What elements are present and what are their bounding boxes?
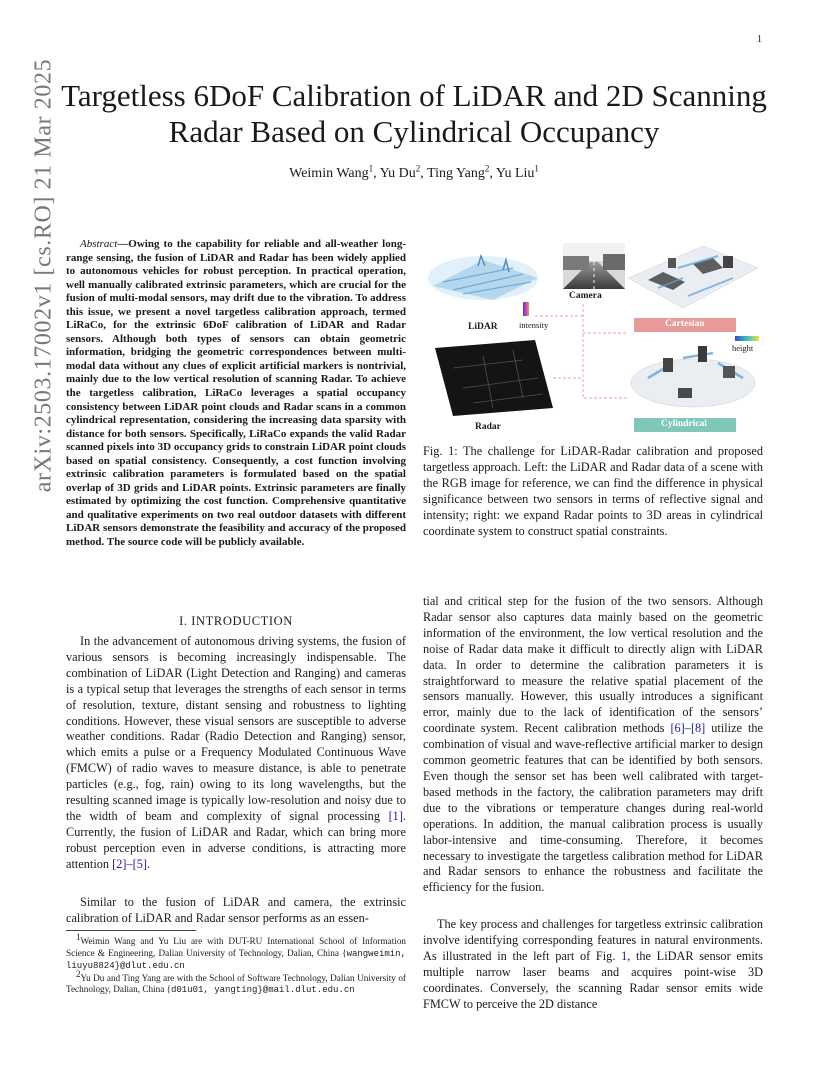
paragraph-text: – <box>126 856 133 871</box>
body-paragraph <box>423 594 763 896</box>
paragraph-text: The key process and challenges for targetless extrinsic calibration involve identifying corresponding features in natural environments. As illustrated in the left part of Fig. <box>423 917 763 963</box>
citation-link[interactable]: [8] <box>690 721 706 736</box>
abstract <box>66 238 406 550</box>
intro-paragraph <box>66 634 406 873</box>
figure-1 <box>423 238 763 438</box>
footnote-mark: 2 <box>76 968 81 979</box>
section-heading-introduction: I. INTRODUCTION <box>179 614 293 628</box>
arxiv-id: arXiv:2503.17002v1 [cs.RO] 21 Mar 2025 <box>30 58 57 493</box>
author-list: Weimin Wang$^1$, Yu Du$^2$, Ting Yang$^2$, Yu Liu$^1$ <box>289 163 539 181</box>
lidar-point-cloud <box>428 256 538 300</box>
page-number: 1 <box>757 34 762 45</box>
citation-link[interactable]: [5] <box>132 856 147 871</box>
figure-label-intensity: intensity <box>519 320 549 330</box>
figure-label-cartesian: Cartesian <box>665 319 705 329</box>
citation-link[interactable]: [6] <box>670 721 685 736</box>
figure-caption: Fig. 1: The challenge for LiDAR-Radar calibration and proposed targetless approach. Left: the LiDAR and Radar data of a scene with the RGB image for reference, we can find the difference in physical significance between two sensors in terms of reflective signal and intensity; right: we expand Radar points to 3D areas in cylindrical coordinate system to construct spatial constraints. <box>423 444 763 538</box>
author-name: Yu Du <box>379 166 416 181</box>
radar-scan-image <box>435 340 553 416</box>
figure-label-radar: Radar <box>475 422 501 432</box>
figure-label-height: height <box>732 343 754 353</box>
abstract-label: Abstract <box>80 238 118 250</box>
affiliation-mark: 1 <box>368 163 374 174</box>
paragraph-text: Similar to the fusion of LiDAR and camera, the extrinsic calibration of LiDAR and Radar sensor performs as an essen- <box>66 895 406 925</box>
figure-label-camera: Camera <box>569 291 602 301</box>
footnote-email: wangweimin, liuyu8824}@dlut.edu.cn <box>66 948 406 972</box>
footnote-email: d01u01, yangting}@mail.dlut.edu.cn <box>170 985 355 996</box>
paragraph-text: In the advancement of autonomous driving systems, the fusion of various sensors is becoming increasingly indispensable. The combination of LiDAR (Light Detection and Ranging) and cameras is a typical setup that leverages the strengths of each sensor in terms of resolution, texture, distant sensing and robustness to lighting conditions. However, these visual sensors are susceptible to adverse weather conditions. Radar (Radio Detection and Ranging) sensor, which emits a pulse or a Frequency Modulated Continuous Wave (FMCW) of radio waves to measure distance, is able to penetrate particles (e.g., fog, rain) owing to its long wavelengths, but the resulting scanned image is typically low-resolution and noisy due to the width of beam and complexity of signal processing <box>66 634 406 823</box>
figure-label-cylindrical: Cylindrical <box>661 419 707 429</box>
paragraph-text: , the LiDAR sensor emits multiple narrow laser beams and acquires point-wise 3D coordinates. Conversely, the scanning Radar sensor emits wide FMCW to perceive the 2D distance <box>423 948 763 1011</box>
connector-arrows <box>535 304 628 398</box>
abstract-text: —Owing to the capability for reliable and all-weather long-range sensing, the fusion of LiDAR and Radar has been widely applied to autonomous vehicles for robust perception. In practical operation, well manually calibrated extrinsic parameters, which are crucial for the fusion of multi-modal sensors, may drift due to the vibration. To address this issue, we present a novel targetless calibration approach, termed LiRaCo, for the extrinsic 6DoF calibration of LiDAR and Radar sensors. Although both types of sensors can obtain geometric information, bridging the geometric correspondences between multi-modal data without any clues of explicit artificial markers is nontrivial, mainly due to the low vertical resolution of scanning Radar. To achieve the targetless calibration, LiRaCo leverages a spatial occupancy consistency between LiDAR point clouds and Radar scans in a common cylindrical representation, considering the increasing data sparsity with distance for both sensors. Specifically, LiRaCo expands the valid Radar scanned pixels into 3D occupancy grids to constrain LiDAR point clouds based on spatial consistency. Consequently, a cost function involving extrinsic calibration parameters is formulated based on the spatial overlap of 3D grids and LiDAR points. Extrinsic parameters are finally estimated by optimizing the cost function. Comprehensive quantitative and qualitative experiments on two real outdoor datasets with different LiDAR sensors demonstrate the feasibility and accuracy of the proposed method. The source code will be publicly available. <box>66 238 406 549</box>
affiliation-mark: 1 <box>534 163 539 174</box>
citation-link[interactable]: [2] <box>112 856 127 871</box>
paragraph-text: . Currently, the fusion of LiDAR and Radar, which can bring more robust perception even in adverse conditions, is attracting more attention <box>66 808 406 871</box>
citation-link[interactable]: [1] <box>388 808 403 823</box>
affiliation-mark: 2 <box>484 163 490 174</box>
paragraph-text: utilize the combination of visual and wave-reflective artificial marker to design common geometric features that can be identified by both sensors. Even though the sensor set has been well calibrated with target-based methods in the factory, the calibration parameters may drift due to the vibrations or temperature changes during real-world operations. In addition, the manual calibration process is usually labor-intensive and time-consuming. Therefore, it becomes necessary to investigate the targetless calibration method for LiDAR and Radar sensors to enhance the robustness and facilitate the efficiency for the fusion. <box>423 721 763 895</box>
author-name: Weimin Wang <box>289 166 369 181</box>
camera-image <box>563 243 625 289</box>
paper-title: Targetless 6DoF Calibration of LiDAR and 2D Scanning Radar Based on Cylindrical Occupancy <box>61 78 767 149</box>
affiliation-mark: 2 <box>415 163 421 174</box>
figure-reference-link[interactable]: 1 <box>621 948 628 963</box>
paragraph-text: tial and critical step for the fusion of the two sensors. Although Radar sensor also captures data mainly based on the geometric information of the environment, the low vertical resolution and the noise of Radar data make it difficult to directly align with LiDAR data. In order to determine the calibration parameters it is straightforward to measure the relative spatial placement of the sensors manually. However, this usually introduces a significant error, mainly due to the lack of identification of the sensors’ coordinate system. Recent calibration methods <box>423 594 763 736</box>
intro-paragraph <box>66 895 406 927</box>
footnotes <box>66 931 406 997</box>
cylindrical-occupancy-grid <box>631 346 755 407</box>
footnote-mark: 1 <box>76 931 81 942</box>
footnote-divider <box>66 930 196 931</box>
author-name: Ting Yang <box>427 166 485 181</box>
figure-label-lidar: LiDAR <box>468 322 498 332</box>
paragraph-text: . <box>146 856 151 871</box>
figure-illustration <box>423 238 763 438</box>
author-name: Yu Liu <box>495 166 535 181</box>
footnote-text: Weimin Wang and Yu Liu are with DUT-RU International School of Information Science & Engineering, Dalian University of Technology, Dalian, China { <box>66 936 406 958</box>
body-paragraph <box>423 917 763 1012</box>
footnote-text: Yu Du and Ting Yang are with the School of Software Technology, Dalian University of Technology, Dalian, China { <box>66 972 406 995</box>
paragraph-text: – <box>684 721 691 736</box>
cartesian-occupancy-grid <box>628 246 758 308</box>
